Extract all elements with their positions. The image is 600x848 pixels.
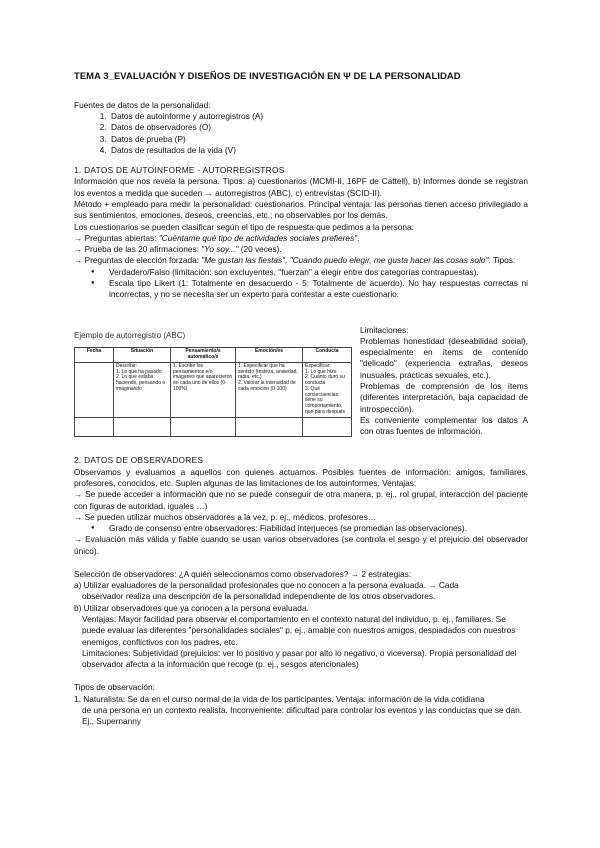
section-1-paragraph-1: Información que nos revela la persona. Tipos: a) cuestionarios (MCMI-II, 16PF de Cattell), b) Informes donde se registran los eventos a medida que suceden → autorregistros (ABC), c) entrevistas (SCID-II). [74,176,528,198]
twenty-statements-example: "Yo soy..." [201,244,239,255]
table-row [75,362,352,417]
twenty-statements-suffix: (20 veces). [238,244,282,255]
forced-choice-suffix: . Tipos: [488,255,516,266]
table-cell: 1. Especificar que ha sentido (tristeza, ansiedad, rabia, etc.) 2. Valorar la intensidad de cada emoción (0-100) [236,362,303,417]
section-1-paragraph-3: Los cuestionarios se pueden clasificar según el tipo de respuesta que pedimos a la persona: [74,221,414,232]
strategy-a: a) Utilizar evaluadores de la personalidad profesionales que no conocen a la persona evaluada. → Cada [74,580,459,591]
list-item: ● Verdadero/Falso (limitación: son excluyentes, "fuerzan" a elegir entre dos categorías contrapuestas). [109,267,528,278]
sources-heading: Fuentes de datos de la personalidad: [74,99,211,110]
forced-choice-example: "Me gustan las fiestas", "Cuando puedo elegir, me gusta hacer las cosas solo" [201,255,489,266]
example-and-limitations [74,323,528,438]
abc-table [74,347,352,436]
open-questions-example: "Cuéntame qué tipo de actividades sociales prefieres" [158,232,358,243]
observation-type-naturalistic: 1. Naturalista: Se da en el curso normal de la vida de los participantes. Ventaja: información de la vida cotidiana [74,693,485,704]
limitations [360,323,528,438]
table-cell [114,417,171,436]
forced-choice-line [74,255,528,266]
table-header-row [75,348,352,363]
twenty-statements-line [74,244,528,255]
table-cell [171,417,236,436]
table-header: Pensamiento/s automático/s [171,348,236,363]
table-cell: Especificar: 1. Lo que hizo 2. Cuánto duró su conducta 3. Qué consecuencias tiene su comportamiento, que para después [303,362,352,417]
twenty-statements-label: → Prueba de las 20 afirmaciones: [74,244,202,255]
limitation-item: Problemas de comprensión de los ítems (diferentes interpretación, baja capacidad de introspección). [360,380,528,414]
advantage-1: → Se puede acceder a información que no se puede conseguir de otra manera, p. ej., rol grupal, interacción del paciente con figuras de autoridad, iguales …) [74,489,528,511]
observation-types-heading: Tipos de observación: [74,682,155,693]
table-header: Fecha [75,348,114,363]
strategy-b-advantages: Ventajas: Mayor facilidad para observar el comportamiento en el contexto natural del individuo, p. ej., familiares. Se puede evaluar las diferentes "personalidades sociales" p. ej., amable con nuestros amigos, despiadados con nuestros enemigos, conflictivos con los padres, etc. [82,614,516,647]
list-item: ● Escala tipo Likert (1: Totalmente en desacuerdo - 5: Totalmente de acuerdo). No hay respuestas correctas ni incorrectas, y no se necesita ser un experto para contestar a este cuestionario. [109,278,528,301]
limitation-item: Problemas honestidad (deseabilidad social), especialmente en ítems de contenido "delicado" (experiencia extrañas, deseos inusuales, prácticas sexuales, etc.). [360,335,528,380]
observation-type-naturalistic-detail: de una persona en un contexto realista. Inconveniente: dificultad para controlar los eventos y las conductas que se dan. Ej., Supernanny [82,705,523,727]
advantage-2-details [74,523,528,534]
list-item: 2. Datos de observadores (O) [109,122,528,133]
table-header: Conducta [303,348,352,363]
table-header: Emoción/es [236,348,303,363]
section-1-title: 1. DATOS DE AUTOINFORME - AUTORREGISTROS [74,165,285,176]
observer-selection: Selección de observadores: ¿A quién seleccionamos como observadores? → 2 estrategias: [74,568,412,579]
table-cell: 1. Escribir los pensamientos e/o imágenes que aparecieron en cada uno de ellos (0-100%) [171,362,236,417]
table-cell: Describir: 1. Lo que ha pasado 2. Lo que estaba haciendo, pensando o imaginando [114,362,171,417]
list-item: 4. Datos de resultados de la vida (V) [109,145,528,156]
limitations-heading: Limitaciones: [360,324,409,335]
open-questions-line [74,233,528,244]
sources-list [74,111,528,156]
table-header: Situación [114,348,171,363]
list-item: 1. Datos de autoinforme y autorregistros (A) [109,111,528,122]
forced-choice-types [74,267,528,301]
table-cell [75,417,114,436]
abc-example [74,323,352,438]
abc-example-title: Ejemplo de autorregistro (ABC) [74,330,186,340]
limitation-item: Es conveniente complementar los datos A con otras fuentes de información. [360,414,528,437]
advantage-3: → Evaluación más válida y fiable cuando se usan varios observadores (se controla el sesgo y el prejuicio del observador único). [74,534,528,556]
table-cell [75,362,114,417]
section-1-paragraph-2: Método + empleado para medir la personalidad: cuestionarios. Principal ventaja: las personas tienen acceso privilegiado a sus sentimientos, emociones, deseos, creencias, etc.; no observables por los demás. [74,199,528,221]
strategy-b: b) Utilizar observadores que ya conocen a la persona evaluada. [74,602,309,613]
list-item: 3. Datos de prueba (P) [109,134,528,145]
list-item: ● Grado de consenso entre observadores: Fiabilidad interjueces (se promedian las observaciones). [109,523,528,534]
open-questions-label: → Preguntas abiertas: [74,232,159,243]
table-cell [236,417,303,436]
document-title: TEMA 3_EVALUACIÓN Y DISEÑOS DE INVESTIGACIÓN EN Ψ DE LA PERSONALIDAD [74,70,461,81]
strategy-a-detail: observador realiza una descripción de la personalidad independiente de los otros observadores. [82,591,436,602]
section-2-title: 2. DATOS DE OBSERVADORES [74,455,204,466]
forced-choice-label: → Preguntas de elección forzada: [74,255,202,266]
table-cell [303,417,352,436]
strategy-b-limitations: Limitaciones: Subjetividad (prejuicios: ver lo positivo y pasar por alto lo negativo, o viceversa). Propia personalidad del observador afecta a la información que recoge (p. ej., sesgos atencionales) [82,647,517,670]
section-2-paragraph-1: Observamos y evaluamos a aquellos con quienes actuamos. Posibles fuentes de información: amigos, familiares, profesores, conocidos, etc. Suplen algunas de las limitaciones de los autoinformes. Ventajas: [74,466,528,488]
table-row [75,417,352,436]
open-questions-suffix: . [357,232,360,243]
document-page [74,70,528,728]
advantage-2: → Se pueden utilizar muchos observadores a la vez, p. ej., médicos, profesores… [74,511,377,522]
